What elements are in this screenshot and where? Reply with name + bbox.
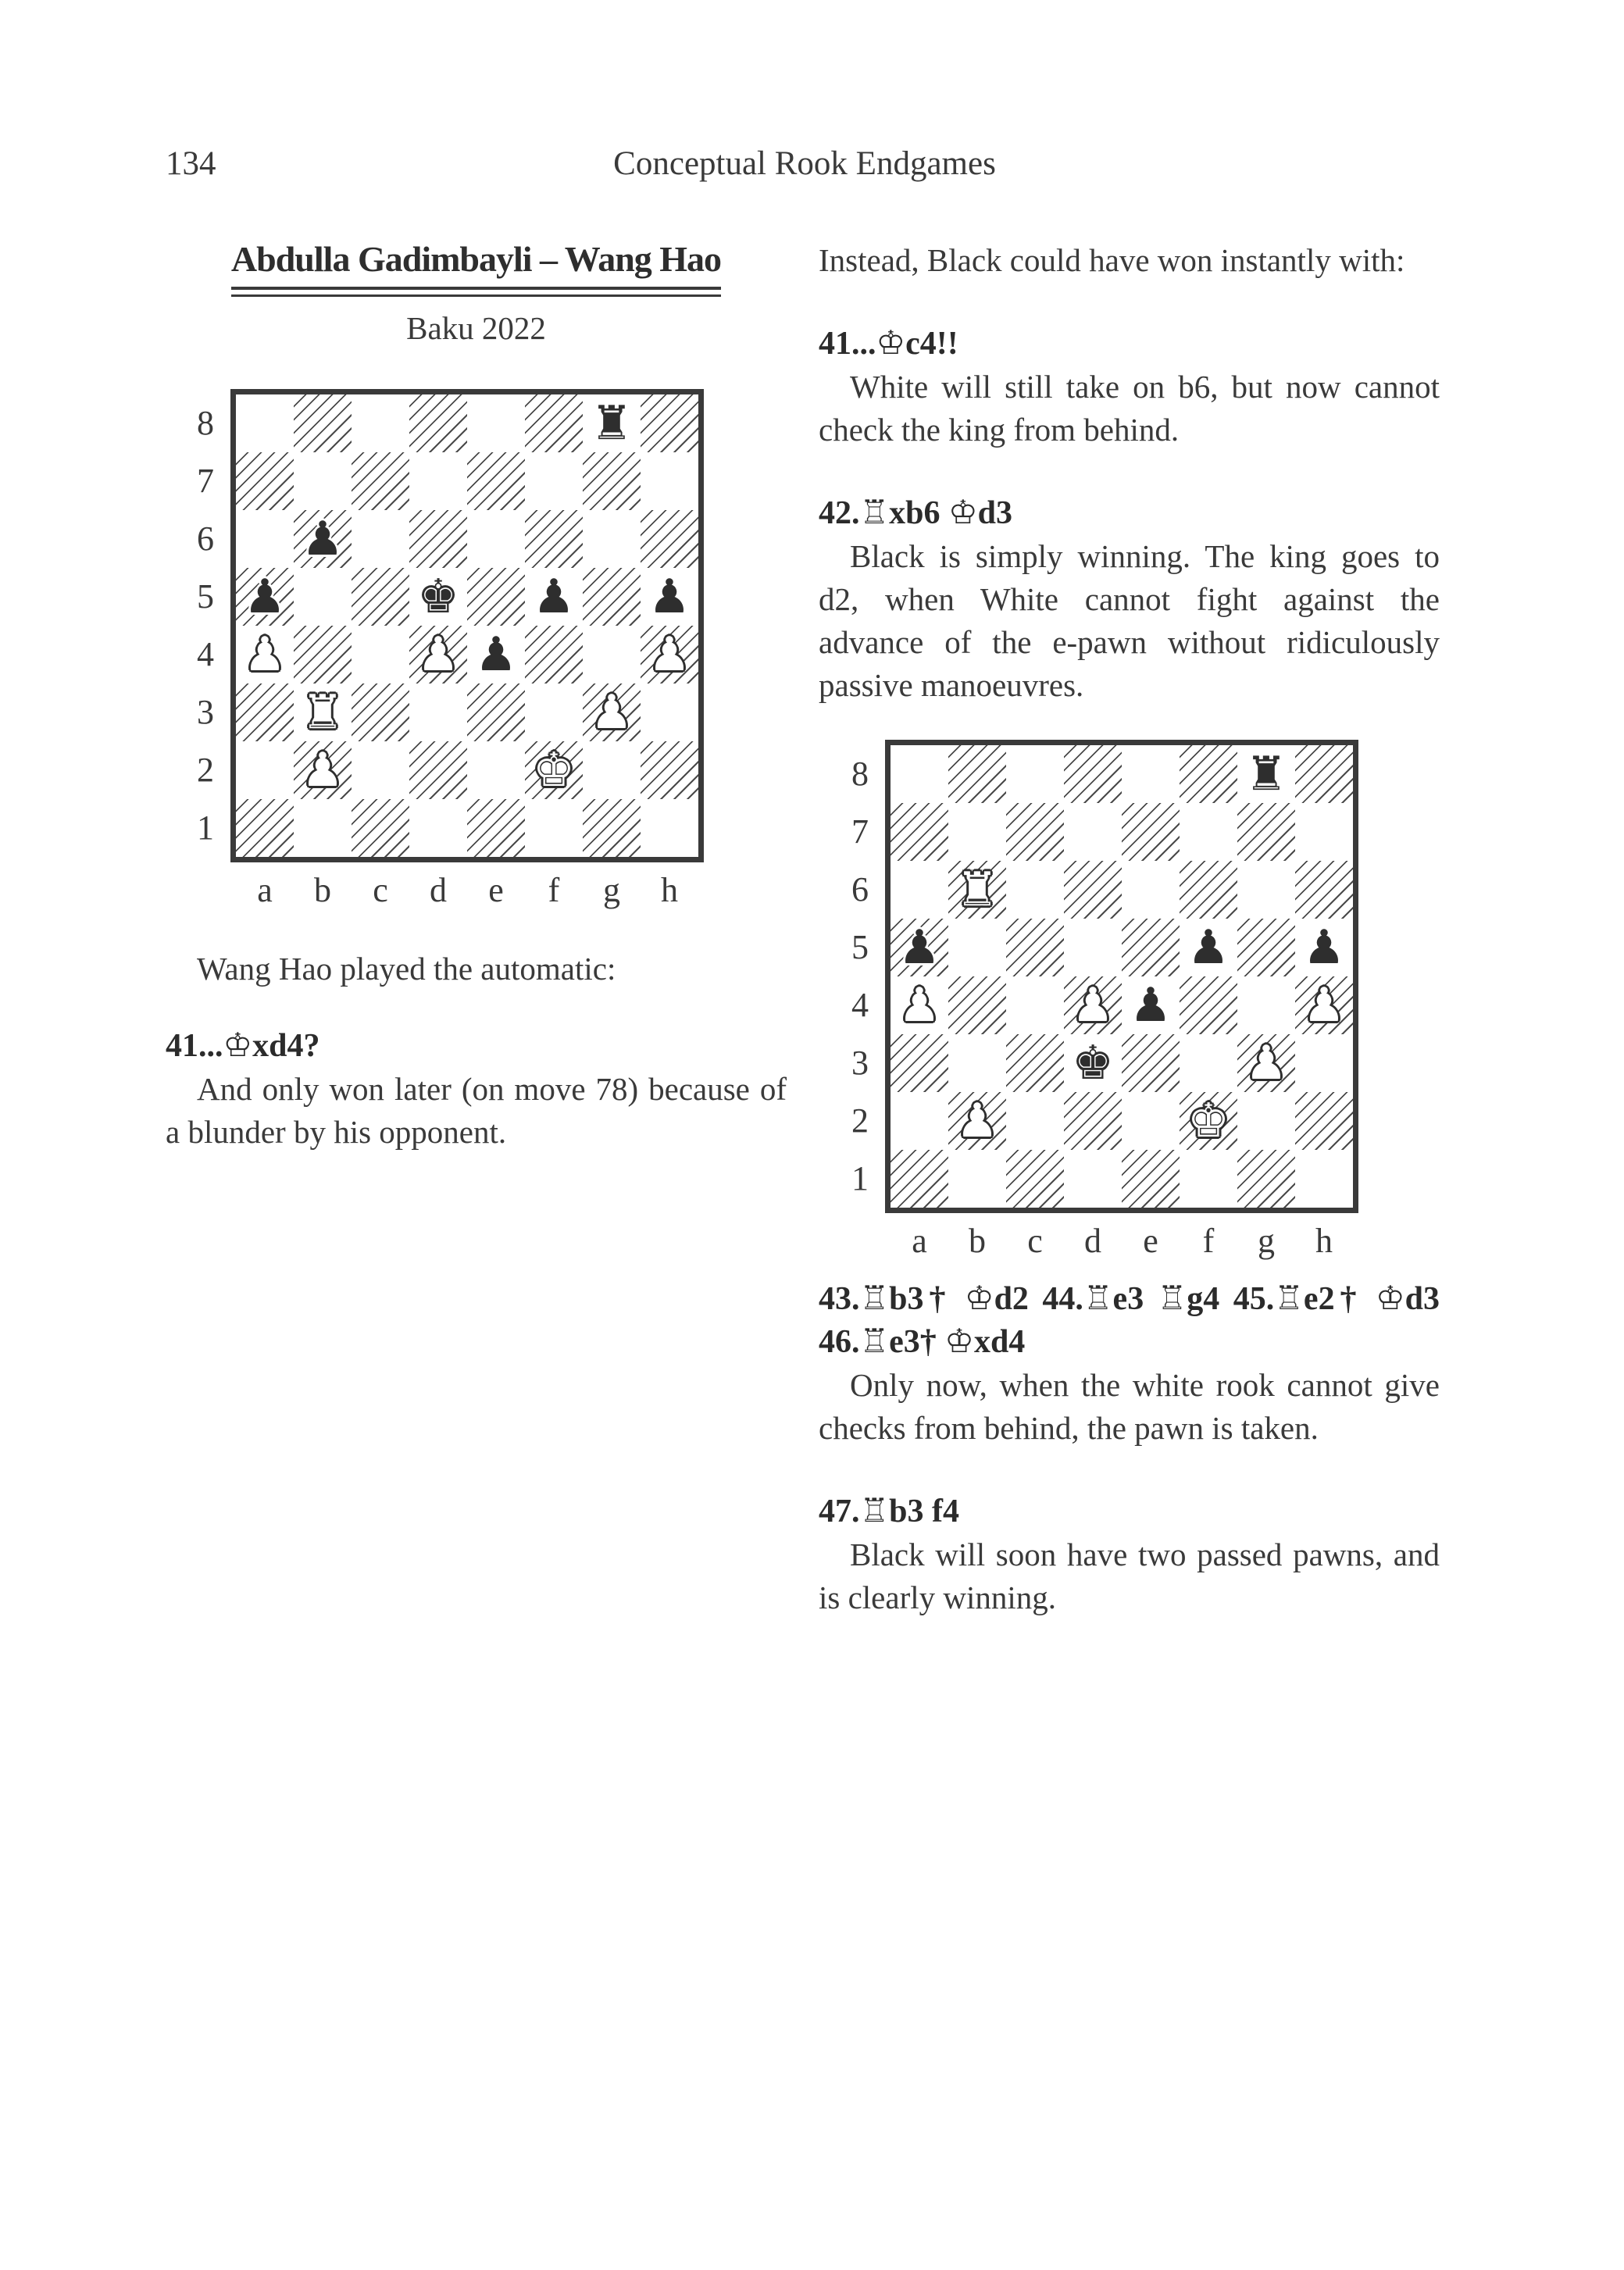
- square-c3: [1006, 1034, 1064, 1092]
- square-e6: [1122, 861, 1180, 919]
- left-column: [166, 236, 787, 1154]
- square-e3: [467, 683, 525, 741]
- piece-black-pawn-b6: ♟: [302, 512, 344, 566]
- square-c6: [1006, 861, 1064, 919]
- square-e8: [1122, 745, 1180, 803]
- square-a4: [236, 626, 294, 683]
- rank-label-2: 2: [197, 751, 214, 789]
- square-g3: [1237, 1034, 1295, 1092]
- file-label-d: d: [430, 871, 447, 909]
- square-h6: [641, 510, 698, 568]
- square-b7: [294, 452, 352, 510]
- file-label-g: g: [1258, 1222, 1275, 1260]
- square-h7: [1295, 803, 1353, 861]
- square-d2: [409, 741, 467, 799]
- square-h8: [1295, 745, 1353, 803]
- square-g8: [583, 394, 641, 452]
- square-d3: [409, 683, 467, 741]
- file-label-b: b: [314, 871, 331, 909]
- square-h6: [1295, 861, 1353, 919]
- piece-white-rook-b6: ♜: [956, 862, 998, 917]
- square-c2: [1006, 1092, 1064, 1150]
- rank-label-7: 7: [197, 462, 214, 500]
- square-a1: [891, 1150, 948, 1208]
- square-c4: [352, 626, 409, 683]
- square-h4: [1295, 976, 1353, 1034]
- file-label-b: b: [969, 1222, 986, 1260]
- square-e7: [1122, 803, 1180, 861]
- piece-white-rook-b3: ♜: [302, 685, 344, 740]
- square-b8: [294, 394, 352, 452]
- square-f7: [525, 452, 583, 510]
- square-e8: [467, 394, 525, 452]
- square-g6: [1237, 861, 1295, 919]
- game-header: [166, 239, 787, 347]
- square-c6: [352, 510, 409, 568]
- piece-black-pawn-a5: ♟: [244, 569, 286, 624]
- square-b2: [294, 741, 352, 799]
- piece-black-pawn-a5: ♟: [898, 920, 940, 975]
- square-h3: [641, 683, 698, 741]
- piece-white-king-f2: ♚: [533, 743, 575, 798]
- paragraph-intro-right: Instead, Black could have won instantly with:: [819, 242, 1405, 278]
- paragraph-intro-left: Wang Hao played the automatic:: [197, 951, 616, 987]
- move-line-41-alt: 41...♔c4!!: [819, 326, 958, 362]
- square-e2: [467, 741, 525, 799]
- file-label-a: a: [257, 871, 273, 909]
- piece-black-pawn-e4: ♟: [1130, 978, 1172, 1033]
- piece-black-king-d5: ♚: [417, 569, 459, 624]
- square-e7: [467, 452, 525, 510]
- square-d6: [1064, 861, 1122, 919]
- move-line-43-45: 43.♖b3† ♔d2 44.♖e3 ♖g4 45.♖e2† ♔d3: [819, 1281, 1440, 1317]
- square-c4: [1006, 976, 1064, 1034]
- rank-label-4: 4: [197, 635, 214, 673]
- square-a1: [236, 799, 294, 857]
- square-a2: [891, 1092, 948, 1150]
- piece-white-pawn-a4: ♟: [244, 627, 286, 682]
- square-g1: [1237, 1150, 1295, 1208]
- move-line-47: 47.♖b3 f4: [819, 1494, 959, 1529]
- square-f4: [525, 626, 583, 683]
- rank-labels: [843, 740, 877, 1262]
- square-c5: [352, 568, 409, 626]
- square-f2: [1180, 1092, 1237, 1150]
- paragraph-comment-3: Only now, when the white rook cannot give checks from behind, the pawn is taken.: [819, 1367, 1440, 1446]
- square-c2: [352, 741, 409, 799]
- square-f6: [1180, 861, 1237, 919]
- square-c1: [352, 799, 409, 857]
- square-g8: [1237, 745, 1295, 803]
- square-h7: [641, 452, 698, 510]
- square-d2: [1064, 1092, 1122, 1150]
- square-e1: [467, 799, 525, 857]
- square-f8: [1180, 745, 1237, 803]
- square-g1: [583, 799, 641, 857]
- rank-label-5: 5: [197, 577, 214, 616]
- square-a7: [236, 452, 294, 510]
- board-and-files: [885, 740, 1358, 1262]
- square-e3: [1122, 1034, 1180, 1092]
- square-c5: [1006, 919, 1064, 976]
- square-d7: [409, 452, 467, 510]
- square-d1: [409, 799, 467, 857]
- square-g3: [583, 683, 641, 741]
- square-d1: [1064, 1150, 1122, 1208]
- file-label-f: f: [1202, 1222, 1215, 1260]
- file-label-a: a: [912, 1222, 927, 1260]
- chess-diagram-2: [843, 740, 1440, 1262]
- square-g5: [1237, 919, 1295, 976]
- rank-label-6: 6: [851, 870, 869, 908]
- game-title: Abdulla Gadimbayli – Wang Hao: [230, 239, 722, 279]
- square-f3: [525, 683, 583, 741]
- square-h2: [1295, 1092, 1353, 1150]
- square-c7: [352, 452, 409, 510]
- rank-labels: [188, 389, 223, 912]
- piece-black-pawn-e4: ♟: [475, 627, 517, 682]
- file-label-h: h: [1315, 1222, 1333, 1260]
- square-b6: [948, 861, 1006, 919]
- square-b1: [948, 1150, 1006, 1208]
- square-f1: [1180, 1150, 1237, 1208]
- square-g2: [1237, 1092, 1295, 1150]
- rank-label-8: 8: [197, 404, 214, 442]
- file-label-f: f: [548, 871, 560, 909]
- square-e5: [1122, 919, 1180, 976]
- square-a7: [891, 803, 948, 861]
- square-g5: [583, 568, 641, 626]
- piece-black-pawn-f5: ♟: [533, 569, 575, 624]
- rank-label-5: 5: [851, 928, 869, 966]
- square-b2: [948, 1092, 1006, 1150]
- piece-white-pawn-d4: ♟: [417, 627, 459, 682]
- file-label-d: d: [1084, 1222, 1101, 1260]
- square-f7: [1180, 803, 1237, 861]
- move-line-42: 42.♖xb6 ♔d3: [819, 495, 1013, 531]
- square-f5: [1180, 919, 1237, 976]
- square-d6: [409, 510, 467, 568]
- piece-black-king-d3: ♚: [1072, 1036, 1114, 1090]
- rank-label-6: 6: [197, 519, 214, 558]
- paragraph-comment-1: White will still take on b6, but now cannot check the king from behind.: [819, 369, 1440, 448]
- square-f2: [525, 741, 583, 799]
- board-and-files: [230, 389, 704, 912]
- square-f5: [525, 568, 583, 626]
- rank-label-3: 3: [851, 1044, 869, 1082]
- game-header-inner: [231, 239, 721, 297]
- piece-black-pawn-f5: ♟: [1187, 920, 1230, 975]
- file-label-e: e: [1143, 1222, 1158, 1260]
- square-f3: [1180, 1034, 1237, 1092]
- paragraph-comment-left: And only won later (on move 78) because of a blunder by his opponent.: [166, 1071, 787, 1150]
- chess-board: [885, 740, 1358, 1213]
- square-e5: [467, 568, 525, 626]
- rank-label-1: 1: [197, 808, 214, 847]
- rank-label-3: 3: [197, 693, 214, 731]
- square-h8: [641, 394, 698, 452]
- file-label-g: g: [603, 871, 620, 909]
- piece-white-pawn-a4: ♟: [898, 978, 940, 1033]
- square-h3: [1295, 1034, 1353, 1092]
- square-a5: [236, 568, 294, 626]
- piece-white-pawn-g3: ♟: [1245, 1036, 1287, 1090]
- square-g4: [1237, 976, 1295, 1034]
- piece-white-pawn-h4: ♟: [1303, 978, 1345, 1033]
- rank-label-8: 8: [851, 755, 869, 793]
- square-f8: [525, 394, 583, 452]
- square-d4: [1064, 976, 1122, 1034]
- file-labels: [891, 1219, 1358, 1262]
- piece-white-pawn-g3: ♟: [591, 685, 633, 740]
- paragraph-comment-4: Black will soon have two passed pawns, and is clearly winning.: [819, 1537, 1440, 1615]
- square-a6: [891, 861, 948, 919]
- file-label-c: c: [373, 871, 388, 909]
- square-a4: [891, 976, 948, 1034]
- square-e6: [467, 510, 525, 568]
- square-b6: [294, 510, 352, 568]
- piece-black-pawn-h5: ♟: [1303, 920, 1345, 975]
- square-f1: [525, 799, 583, 857]
- square-a6: [236, 510, 294, 568]
- square-d3: [1064, 1034, 1122, 1092]
- piece-black-rook-g8: ♜: [1245, 747, 1287, 801]
- square-a5: [891, 919, 948, 976]
- square-b5: [294, 568, 352, 626]
- square-e4: [1122, 976, 1180, 1034]
- page-number: 134: [166, 145, 216, 182]
- square-b8: [948, 745, 1006, 803]
- chess-board: [230, 389, 704, 862]
- piece-white-pawn-b2: ♟: [302, 743, 344, 798]
- square-c3: [352, 683, 409, 741]
- square-g6: [583, 510, 641, 568]
- event-line: Baku 2022: [406, 310, 546, 346]
- square-c8: [352, 394, 409, 452]
- move-line-41-played: 41...♔xd4?: [166, 1028, 320, 1064]
- square-h1: [1295, 1150, 1353, 1208]
- square-c7: [1006, 803, 1064, 861]
- square-d8: [1064, 745, 1122, 803]
- title-double-rule: [231, 287, 721, 297]
- square-c8: [1006, 745, 1064, 803]
- square-d5: [409, 568, 467, 626]
- square-a8: [236, 394, 294, 452]
- square-a2: [236, 741, 294, 799]
- square-a3: [236, 683, 294, 741]
- square-h1: [641, 799, 698, 857]
- square-d8: [409, 394, 467, 452]
- rank-label-7: 7: [851, 812, 869, 851]
- square-g4: [583, 626, 641, 683]
- square-b7: [948, 803, 1006, 861]
- move-line-46: 46.♖e3† ♔xd4: [819, 1324, 1026, 1360]
- piece-white-pawn-h4: ♟: [648, 627, 691, 682]
- square-h2: [641, 741, 698, 799]
- chess-diagram-1: [188, 389, 787, 912]
- square-e1: [1122, 1150, 1180, 1208]
- square-g7: [1237, 803, 1295, 861]
- right-column: [819, 236, 1440, 1619]
- paragraph-comment-2: Black is simply winning. The king goes to d2, when White cannot fight against the advance of the e-pawn without ridiculously passive manoeuvres.: [819, 538, 1440, 703]
- square-a8: [891, 745, 948, 803]
- file-label-c: c: [1027, 1222, 1043, 1260]
- rank-label-1: 1: [851, 1159, 869, 1197]
- square-b3: [294, 683, 352, 741]
- file-labels: [236, 869, 704, 912]
- square-f4: [1180, 976, 1237, 1034]
- piece-white-king-f2: ♚: [1187, 1094, 1230, 1148]
- square-c1: [1006, 1150, 1064, 1208]
- running-title: Conceptual Rook Endgames: [613, 145, 996, 182]
- square-g7: [583, 452, 641, 510]
- square-d7: [1064, 803, 1122, 861]
- square-h5: [641, 568, 698, 626]
- square-e4: [467, 626, 525, 683]
- square-b4: [294, 626, 352, 683]
- square-d4: [409, 626, 467, 683]
- piece-white-pawn-b2: ♟: [956, 1094, 998, 1148]
- piece-black-rook-g8: ♜: [591, 396, 633, 451]
- square-g2: [583, 741, 641, 799]
- square-h5: [1295, 919, 1353, 976]
- square-b4: [948, 976, 1006, 1034]
- square-b3: [948, 1034, 1006, 1092]
- square-d5: [1064, 919, 1122, 976]
- square-e2: [1122, 1092, 1180, 1150]
- file-label-h: h: [661, 871, 678, 909]
- square-a3: [891, 1034, 948, 1092]
- piece-black-pawn-h5: ♟: [648, 569, 691, 624]
- square-b5: [948, 919, 1006, 976]
- rank-label-4: 4: [851, 986, 869, 1024]
- file-label-e: e: [488, 871, 504, 909]
- square-f6: [525, 510, 583, 568]
- rank-label-2: 2: [851, 1101, 869, 1140]
- piece-white-pawn-d4: ♟: [1072, 978, 1114, 1033]
- square-h4: [641, 626, 698, 683]
- square-b1: [294, 799, 352, 857]
